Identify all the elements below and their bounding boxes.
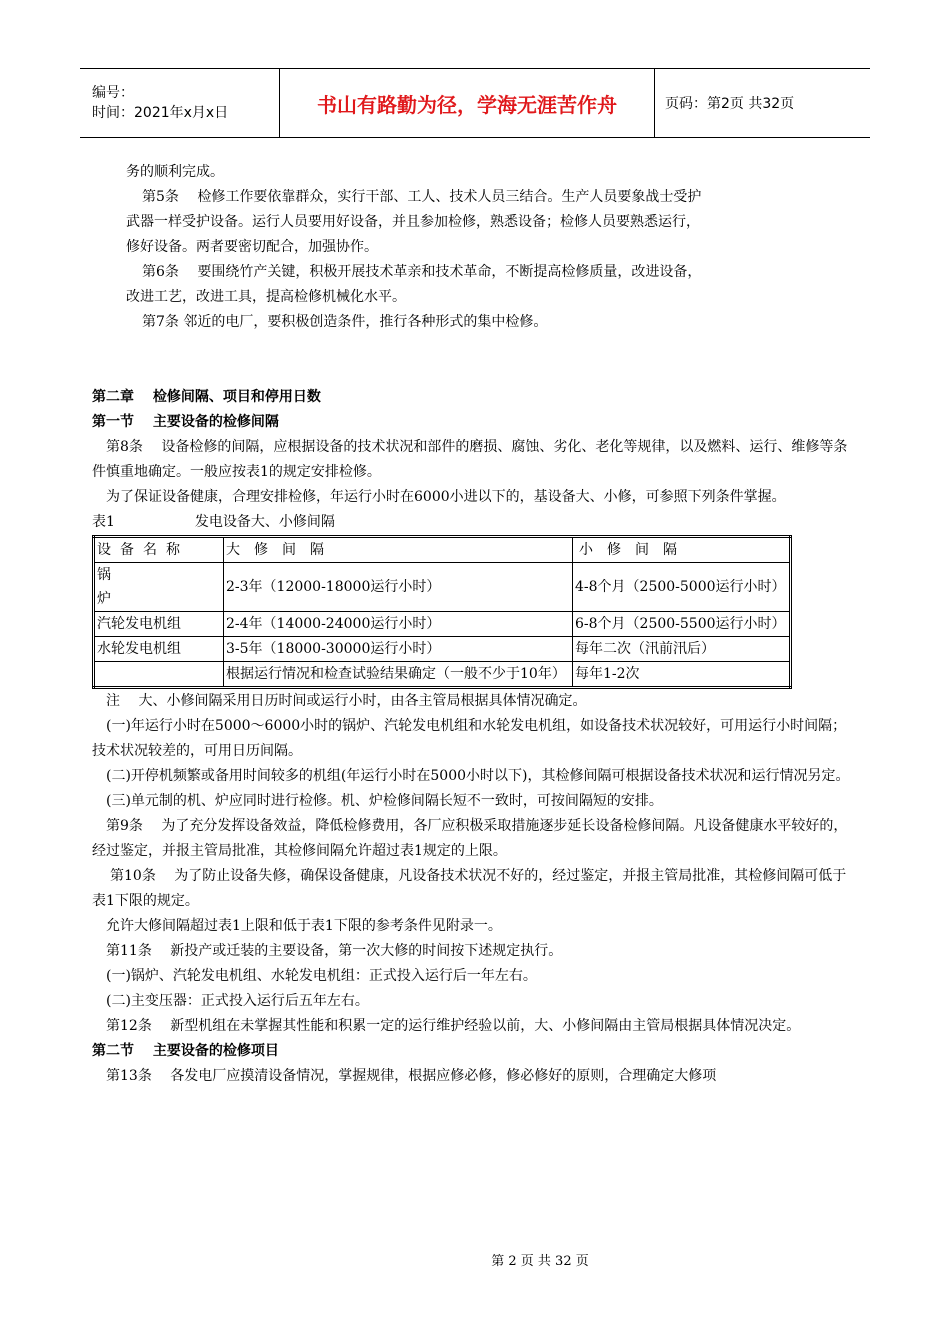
header-motto (280, 69, 655, 137)
section-title: 第二节 主要设备的检修项目 (92, 1043, 279, 1059)
minor-interval: 6-8个月（2500-5500运行小时） (573, 612, 791, 637)
article-12: 第12条 新型机组在未掌握其性能和积累一定的运行维护经验以前，大、小修间隔由主管局根据具体情况决定。 (106, 1018, 801, 1034)
article-8-cont: 为了保证设备健康，合理安排检修，年运行小时在6000小进以下的，基设备大、小修，可参照下列条件掌握。 (106, 489, 786, 505)
equipment-name: 水轮发电机组 (94, 637, 224, 662)
article-5: 第5条 检修工作要依靠群众，实行干部、工人、技术人员三结合。生产人员要象战士受护 (142, 189, 702, 205)
note-item: (一)年运行小时在5000～6000小时的锅炉、汽轮发电机组和水轮发电机组，如设备技术状况较好，可用运行小时间隔；技术状况较差的，可用日历间隔。 (92, 718, 847, 759)
header-cell: 设备名称 (94, 537, 224, 563)
document-body (92, 160, 860, 1089)
article-11-item: (一)锅炉、汽轮发电机组、水轮发电机组：正式投入运行后一年左右。 (106, 968, 537, 984)
table-row (94, 662, 791, 688)
article-9: 第9条 为了充分发挥设备效益，降低检修费用，各厂应积极采取措施逐步延长设备检修间隔。凡设备健康水平较好的，经过鉴定，并报主管局批准，其检修间隔允许超过表1规定的上限。 (92, 818, 848, 859)
header-page (655, 69, 870, 137)
article-10-cont: 允许大修间隔超过表1上限和低于表1下限的参考条件见附录一。 (106, 918, 502, 934)
header-cell: 大 修 间 隔 (224, 537, 573, 563)
table-header-row (94, 537, 791, 563)
article-11: 第11条 新投产或迁装的主要设备，第一次大修的时间按下述规定执行。 (106, 943, 563, 959)
minor-interval: 4-8个月（2500-5000运行小时） (573, 563, 791, 612)
table-number: 表1 (92, 514, 115, 530)
table-caption (92, 510, 860, 535)
page-footer: 第 2 页 共 32 页 (491, 1254, 589, 1269)
chapter-title: 第二章 检修间隔、项目和停用日数 (92, 389, 321, 405)
paragraph: 务的顺利完成。 (126, 164, 224, 180)
article-5-cont: 武器一样受护设备。运行人员要用好设备，并且参加检修，熟悉设备；检修人员要熟悉运行， (126, 214, 700, 230)
header-meta (80, 69, 280, 137)
section-title: 第一节 主要设备的检修间隔 (92, 414, 279, 430)
table-row (94, 637, 791, 662)
maintenance-interval-table (92, 535, 792, 689)
note-item: (三)单元制的机、炉应同时进行检修。机、炉检修间隔长短不一致时，可按间隔短的安排。 (106, 793, 663, 809)
header-cell: 小 修 间 隔 (573, 537, 791, 563)
spacer (92, 335, 860, 385)
article-5-cont2: 修好设备。两者要密切配合，加强协作。 (126, 239, 378, 255)
article-7: 第7条 邻近的电厂，要积极创造条件，推行各种形式的集中检修。 (142, 314, 548, 330)
article-8: 第8条 设备检修的间隔，应根据设备的技术状况和部件的磨损、腐蚀、劣化、老化等规律，以及燃料、运行、维修等条件慎重地确定。一般应按表1的规定安排检修。 (92, 439, 848, 480)
equipment-name (94, 662, 224, 688)
table-note: 注 大、小修间隔采用日历时间或运行小时，由各主管局根据具体情况确定。 (106, 693, 587, 709)
major-interval: 2-4年（14000-24000运行小时） (224, 612, 573, 637)
article-13: 第13条 各发电厂应摸清设备情况，掌握规律，根据应修必修，修必修好的原则，合理确定大修项 (106, 1068, 717, 1084)
equipment-name: 汽轮发电机组 (94, 612, 224, 637)
major-interval: 2-3年（12000-18000运行小时） (224, 563, 573, 612)
table-row (94, 563, 791, 612)
page-number: 页码：第2页 共32页 (665, 96, 795, 112)
article-10: 第10条 为了防止设备失修，确保设备健康，凡设备技术状况不好的，经过鉴定，并报主管局批准，其检修间隔可低于表1下限的规定。 (92, 868, 847, 909)
article-6-cont: 改进工艺，改进工具，提高检修机械化水平。 (126, 289, 406, 305)
minor-interval: 每年1-2次 (573, 662, 791, 688)
equipment-name: 锅 炉 (94, 563, 224, 612)
note-item: (二)开停机频繁或备用时间较多的机组(年运行小时在5000小时以下)，其检修间隔可根据设备技术状况和运行情况另定。 (106, 768, 850, 784)
doc-time: 时间：2021年x月x日 (92, 105, 229, 121)
table-title: 发电设备大、小修间隔 (194, 514, 335, 530)
major-interval: 根据运行情况和检查试验结果确定（一般不少于10年） (224, 662, 573, 688)
doc-number: 编号： (92, 85, 134, 101)
major-interval: 3-5年（18000-30000运行小时） (224, 637, 573, 662)
article-11-item: (二)主变压器：正式投入运行后五年左右。 (106, 993, 369, 1009)
table-row (94, 612, 791, 637)
page-header (80, 68, 870, 138)
motto-text: 书山有路勤为径，学海无涯苦作舟 (317, 92, 617, 117)
minor-interval: 每年二次（汛前汛后） (573, 637, 791, 662)
article-6: 第6条 要围绕竹产关键，积极开展技术革亲和技术革命，不断提高检修质量，改进设备， (142, 264, 702, 280)
